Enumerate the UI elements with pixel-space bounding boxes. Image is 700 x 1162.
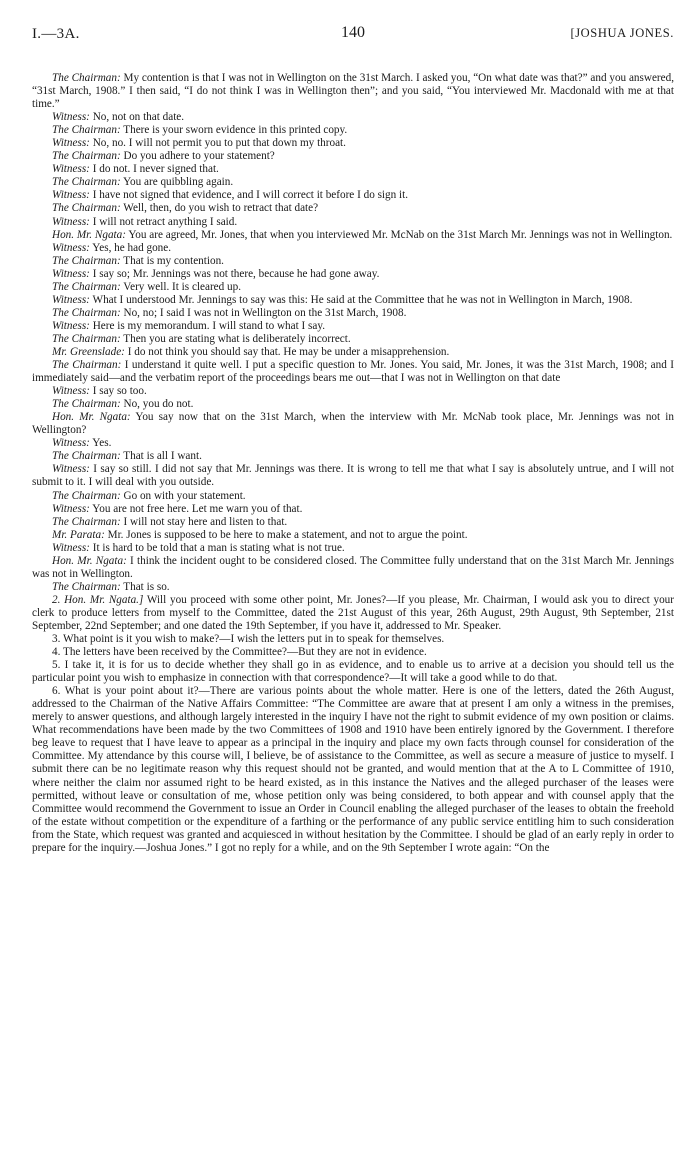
paragraph-text: Here is my memorandum. I will stand to what I say. xyxy=(89,319,326,332)
speaker-label: Witness: xyxy=(52,437,90,450)
paragraph-text: I have not signed that evidence, and I will correct it before I do sign it. xyxy=(89,189,409,202)
paragraph-text: I understand it quite well. I put a specific question to Mr. Jones. You said, Mr. Jones, it was the 31st March, 1908; and I immediately said—and the verbatim report of the proceedings bears me out—that I was not in Wellington on that date xyxy=(32,359,674,385)
paragraph-text: That is all I want. xyxy=(120,450,202,463)
speaker-label: The Chairman: xyxy=(52,450,121,463)
paragraph xyxy=(32,111,674,124)
speaker-label: Witness: xyxy=(52,189,90,202)
speaker-label: Witness: xyxy=(52,293,90,306)
paragraph-text: Very well. It is cleared up. xyxy=(120,280,242,293)
paragraph xyxy=(32,202,674,215)
paragraph-text: No, not on that date. xyxy=(89,111,185,124)
paragraph xyxy=(32,411,674,437)
paragraph-text: That is so. xyxy=(120,580,170,593)
page-number: 140 xyxy=(341,24,365,41)
paragraph xyxy=(32,685,674,855)
paragraph xyxy=(32,294,674,307)
paragraph xyxy=(32,463,674,489)
paragraph-text: No, you do not. xyxy=(120,398,194,411)
paragraph-text: Do you adhere to your statement? xyxy=(120,150,275,163)
speaker-label: The Chairman: xyxy=(52,72,121,84)
paragraph xyxy=(32,137,674,150)
paragraph xyxy=(32,307,674,320)
paragraph xyxy=(32,581,674,594)
paragraph-text: I will not stay here and listen to that. xyxy=(120,515,288,528)
speaker-label: The Chairman: xyxy=(52,332,121,345)
paragraph-text: It is hard to be told that a man is stating what is not true. xyxy=(89,541,345,554)
paragraph xyxy=(32,333,674,346)
paragraph xyxy=(32,268,674,281)
speaker-label: The Chairman: xyxy=(52,254,121,267)
paragraph-text: I think the incident ought to be considered closed. The Committee fully understand that on the 31st March Mr. Jennings was not in Wellington. xyxy=(32,554,674,580)
speaker-label: Hon. Mr. Ngata: xyxy=(52,411,131,424)
document-page xyxy=(32,20,674,855)
paragraph xyxy=(32,150,674,163)
paragraph xyxy=(32,529,674,542)
paragraph-text: I do not think you should say that. He may be under a misapprehension. xyxy=(124,345,450,358)
paragraph xyxy=(32,346,674,359)
speaker-label: The Chairman: xyxy=(52,280,121,293)
page-header xyxy=(32,20,674,46)
speaker-label: Mr. Greenslade: xyxy=(52,345,125,358)
speaker-label: Witness: xyxy=(52,111,90,124)
paragraph-text: 4. The letters have been received by the Committee?—But they are not in evidence. xyxy=(52,646,427,659)
speaker-label: The Chairman: xyxy=(52,176,121,189)
document-body xyxy=(32,72,674,855)
paragraph-text: You say now that on the 31st March, when the interview with Mr. McNab took place, Mr. Jennings was not in Wellington? xyxy=(32,411,674,437)
paragraph-text: I do not. I never signed that. xyxy=(89,163,219,176)
paragraph-text: Mr. Jones is supposed to be here to make a statement, and not to argue the point. xyxy=(104,528,468,541)
paragraph-text: I say so too. xyxy=(89,385,147,398)
speaker-label: 2. Hon. Mr. Ngata.] xyxy=(52,593,144,606)
paragraph-text: Will you proceed with some other point, Mr. Jones?—If you please, Mr. Chairman, I would ask you to direct your clerk to produce letters from myself to the Committee, dated the 21st August of this year, 26th August, 29th August, 9th September, 21st September, 22nd September; and one dated the 19th September, if you have it, addressed to Mr. Speaker. xyxy=(32,593,674,632)
speaker-label: The Chairman: xyxy=(52,150,121,163)
paragraph xyxy=(32,398,674,411)
paragraph xyxy=(32,216,674,229)
paragraph xyxy=(32,490,674,503)
speaker-label: The Chairman: xyxy=(52,306,121,319)
paragraph-text: You are quibbling again. xyxy=(120,176,234,189)
paragraph-text: You are agreed, Mr. Jones, that when you interviewed Mr. McNab on the 31st March Mr. Jennings was not in Wellington. xyxy=(125,228,673,241)
paragraph-text: I will not retract anything I said. xyxy=(89,215,238,228)
paragraph-text: There is your sworn evidence in this printed copy. xyxy=(120,124,348,137)
speaker-label: Witness: xyxy=(52,163,90,176)
paragraph-text: I say so still. I did not say that Mr. Jennings was there. It is wrong to tell me that what I say is absolutely untrue, and I will not submit to it. I will deal with you outside. xyxy=(32,463,674,489)
paragraph xyxy=(32,229,674,242)
paragraph xyxy=(32,72,674,111)
paragraph xyxy=(32,542,674,555)
paragraph-text: What I understood Mr. Jennings to say was this: He said at the Committee that he was not in Wellington in March, 1908. xyxy=(89,293,633,306)
paragraph xyxy=(32,189,674,202)
paragraph xyxy=(32,320,674,333)
paragraph xyxy=(32,176,674,189)
speaker-label: Witness: xyxy=(52,463,90,476)
speaker-label: The Chairman: xyxy=(52,489,121,502)
speaker-label: Witness: xyxy=(52,241,90,254)
paragraph xyxy=(32,450,674,463)
paragraph-text: 3. What point is it you wish to make?—I wish the letters put in to speak for themselves. xyxy=(52,633,445,646)
paragraph xyxy=(32,124,674,137)
speaker-label: Witness: xyxy=(52,319,90,332)
paragraph-text: 5. I take it, it is for us to decide whether they shall go in as evidence, and to enable us to arrive at a decision you should tell us the particular point you wish to emphasize in connection with that correspondence?—It will take a good while to do that. xyxy=(32,659,674,685)
paragraph-text: You are not free here. Let me warn you of that. xyxy=(89,502,303,515)
paragraph-text: I say so; Mr. Jennings was not there, because he had gone away. xyxy=(89,267,380,280)
paragraph xyxy=(32,255,674,268)
paragraph xyxy=(32,646,674,659)
paragraph-text: No, no; I said I was not in Wellington on the 31st March, 1908. xyxy=(120,306,407,319)
paper-reference: I.—3A. xyxy=(32,26,80,42)
paragraph xyxy=(32,633,674,646)
paragraph xyxy=(32,516,674,529)
speaker-label: Hon. Mr. Ngata: xyxy=(52,554,127,567)
paragraph-text: Yes, he had gone. xyxy=(89,241,172,254)
speaker-label: Witness: xyxy=(52,137,90,150)
paragraph xyxy=(32,659,674,685)
speaker-label: Hon. Mr. Ngata: xyxy=(52,228,126,241)
speaker-label: Witness: xyxy=(52,385,90,398)
paragraph-text: Then you are stating what is deliberately incorrect. xyxy=(120,332,351,345)
paragraph xyxy=(32,385,674,398)
paragraph xyxy=(32,437,674,450)
speaker-label: Mr. Parata: xyxy=(52,528,105,541)
speaker-label: The Chairman: xyxy=(52,359,122,372)
paragraph-text: No, no. I will not permit you to put that down my throat. xyxy=(89,137,346,150)
paragraph-text: Go on with your statement. xyxy=(120,489,246,502)
witness-name: [JOSHUA JONES. xyxy=(570,26,674,40)
paragraph-text: That is my contention. xyxy=(120,254,224,267)
paragraph xyxy=(32,163,674,176)
speaker-label: Witness: xyxy=(52,502,90,515)
paragraph-text: Well, then, do you wish to retract that date? xyxy=(120,202,319,215)
speaker-label: The Chairman: xyxy=(52,202,121,215)
speaker-label: Witness: xyxy=(52,215,90,228)
paragraph-text: My contention is that I was not in Wellington on the 31st March. I asked you, “On what date was that?” and you answered, “31st March, 1908.” I then said, “I do not think I was in Wellington then”; and you said, “You interviewed Mr. Macdonald with me at that time.” xyxy=(32,72,674,111)
paragraph xyxy=(32,242,674,255)
speaker-label: The Chairman: xyxy=(52,515,121,528)
speaker-label: Witness: xyxy=(52,541,90,554)
paragraph-text: 6. What is your point about it?—There are various points about the whole matter. Here is one of the letters, dated the 26th August, addressed to the Chairman of the Native Affairs Committee: “The Committee are aware that at present I am only a witness in the premises, merely to answer questions, and although largely interested in the inquiry I have not the right to submit evidence of my own position or claims. What recommendations have been made by the two Committees of 1908 and 1910 have been entirely ignored by the Government. I therefore beg leave to request that I have leave to appear as a principal in the inquiry and place my own facts through counsel for consideration of the Committee. My attendance by this course will, I believe, be of assistance to the Committee, as well as secure a measure of justice to myself. I submit there can be no legitimate reason why this request should not be granted, and would mention that at the A to L Committee of 1910, where neither the claim nor assumed right to be heard existed, as in this instance the Natives and the alleged purchaser of the leases were permitted, without leave or consultation of me, whose petition only was being considered, to both appear and with counsel apply that the Committee would recommend the Government to issue an Order in Council enabling the alleged purchaser of the leases to obtain the freehold of the estate without competition or the expenditure of a farthing or the performance of any public service entitling him to such consideration from the State, which request was granted and acquiesced in without hesitation by the Committee. I should be glad of an early reply in order to prepare for the inquiry.—Joshua Jones.” I got no reply for a while, and on the 9th September I wrote again: “On the xyxy=(32,685,674,854)
paragraph-text: Yes. xyxy=(89,437,112,450)
speaker-label: The Chairman: xyxy=(52,398,121,411)
paragraph xyxy=(32,281,674,294)
speaker-label: The Chairman: xyxy=(52,580,121,593)
speaker-label: Witness: xyxy=(52,267,90,280)
paragraph xyxy=(32,359,674,385)
paragraph xyxy=(32,555,674,581)
paragraph xyxy=(32,503,674,516)
paragraph xyxy=(32,594,674,633)
speaker-label: The Chairman: xyxy=(52,124,121,137)
